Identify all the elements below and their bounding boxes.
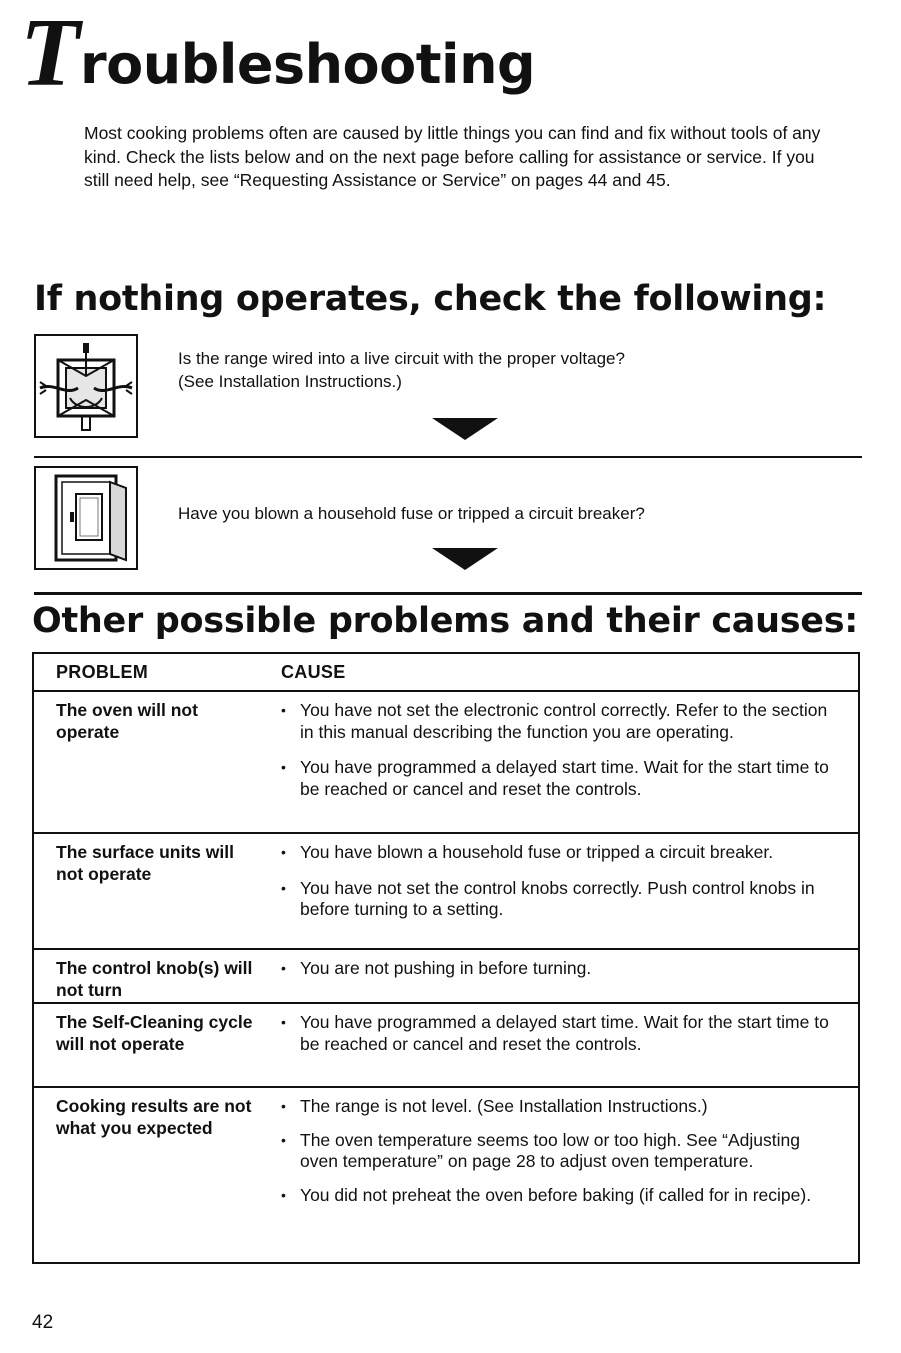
cause-item: • You have not set the control knobs correctly. Push control knobs in before turning to a setting. — [281, 877, 815, 919]
troubleshooting-table — [32, 652, 860, 1264]
table-row — [34, 690, 858, 832]
fuse-box-icon — [34, 466, 138, 570]
cause-item: • You have not set the electronic control correctly. Refer to the section in this manual describing the function you are operating. — [281, 700, 828, 742]
cause-list — [281, 700, 841, 814]
check-fuse-question: Have you blown a household fuse or tripped a circuit breaker? — [178, 504, 645, 523]
title-text: roubleshooting — [80, 33, 536, 96]
page-number: 42 — [32, 1312, 54, 1333]
cause-item: • You have blown a household fuse or tripped a circuit breaker. — [281, 842, 774, 862]
table-row — [34, 1002, 858, 1086]
intro-paragraph: Most cooking problems often are caused by little things you can find and fix without tools of any kind. Check the lists below and on the next page before calling for assistance or service. If you still need help, see “Requesting Assistance or Service” on pages 44 and 45. — [84, 123, 821, 190]
table-header — [34, 654, 858, 690]
problem-text: The control knob(s) will not turn — [56, 958, 253, 1000]
cause-item: • You have programmed a delayed start time. Wait for the start time to be reached or cancel and reset the controls. — [281, 1012, 829, 1054]
table-row — [34, 948, 858, 1002]
cause-list — [281, 958, 841, 994]
problem-text: The oven will not operate — [56, 700, 198, 742]
check-wiring-note: (See Installation Instructions.) — [178, 372, 402, 391]
down-arrow-icon — [432, 548, 498, 570]
header-cause: CAUSE — [281, 662, 346, 682]
title-initial-letter: T — [20, 0, 80, 107]
header-problem: PROBLEM — [56, 662, 149, 682]
problem-text: The Self-Cleaning cycle will not operate — [56, 1012, 253, 1054]
cause-list — [281, 842, 841, 935]
table-row — [34, 1086, 858, 1262]
cause-list — [281, 1096, 841, 1220]
cause-item: • You have programmed a delayed start time. Wait for the start time to be reached or cancel and reset the controls. — [281, 757, 829, 799]
problem-text: The surface units will not operate — [56, 842, 234, 884]
table-row — [34, 832, 858, 948]
cause-item: • The oven temperature seems too low or too high. See “Adjusting oven temperature” on page 28 to adjust oven temperature. — [281, 1129, 800, 1171]
section-heading-other-problems: Other possible problems and their causes: — [32, 601, 858, 641]
down-arrow-icon — [432, 418, 498, 440]
check-wiring-question: Is the range wired into a live circuit with the proper voltage? — [178, 349, 625, 368]
problem-text: Cooking results are not what you expected — [56, 1096, 252, 1138]
check-item-wiring — [178, 347, 625, 393]
section-heading-nothing-operates: If nothing operates, check the following: — [34, 279, 827, 319]
cause-item: • You are not pushing in before turning. — [281, 958, 592, 978]
cause-list — [281, 1012, 841, 1069]
divider — [34, 456, 862, 458]
divider — [34, 592, 862, 595]
cause-item: • You did not preheat the oven before baking (if called for in recipe). — [281, 1184, 812, 1205]
check-item-fuse — [178, 502, 645, 525]
junction-box-wiring-icon — [34, 334, 138, 438]
cause-item: • The range is not level. (See Installation Instructions.) — [281, 1096, 708, 1116]
